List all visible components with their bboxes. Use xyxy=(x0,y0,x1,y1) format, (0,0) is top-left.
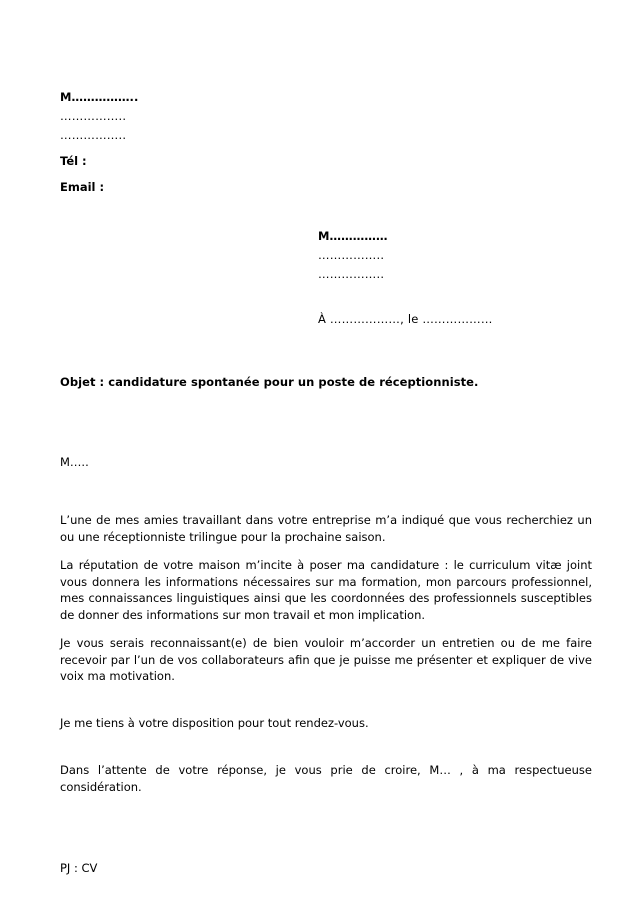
sender-email-label: Email : xyxy=(60,180,105,194)
body-paragraph: Je vous serais reconnaissant(e) de bien vouloir m’accorder un entretien ou de me faire recevoir par l’un de vos collaborateurs afin que je puisse me présenter et expliquer de vive voix ma motivation. xyxy=(60,636,592,683)
subject-line: Objet : candidature spontanée pour un poste de réceptionniste. xyxy=(60,375,479,389)
sender-block xyxy=(60,88,592,197)
body-paragraph: L’une de mes amies travaillant dans votre entreprise m’a indiqué que vous recherchiez un ou une réceptionniste trilingue pour la prochaine saison. xyxy=(60,513,592,544)
sender-address-line-1: …………….. xyxy=(60,109,127,123)
sender-name-line: M…………….. xyxy=(60,90,139,104)
body-paragraph: Dans l’attente de votre réponse, je vous prie de croire, M… , à ma respectueuse considération. xyxy=(60,763,592,794)
letter-content xyxy=(60,88,592,877)
attachment-note: PJ : CV xyxy=(60,861,98,875)
body-paragraph: La réputation de votre maison m’incite à poser ma candidature : le curriculum vitæ joint vous donnera les informations nécessaires sur ma formation, mon parcours professionnel, mes connaissances linguistiques ainsi que les coordonnées des professionnels susceptibles de donner des informations sur mon travail et mon implication. xyxy=(60,558,592,622)
recipient-address-line-1: …………….. xyxy=(318,248,385,262)
salutation: M….. xyxy=(60,455,89,469)
recipient-block xyxy=(318,227,592,329)
sender-address-line-2: …………….. xyxy=(60,128,127,142)
body-paragraph: Je me tiens à votre disposition pour tout rendez-vous. xyxy=(60,715,369,730)
letter-body xyxy=(60,512,592,795)
sender-phone-label: Tél : xyxy=(60,154,87,168)
place-and-date-line: À ………………, le ……………… xyxy=(318,312,493,326)
recipient-name-line: M…………… xyxy=(318,229,388,243)
recipient-address-line-2: …………….. xyxy=(318,267,385,281)
